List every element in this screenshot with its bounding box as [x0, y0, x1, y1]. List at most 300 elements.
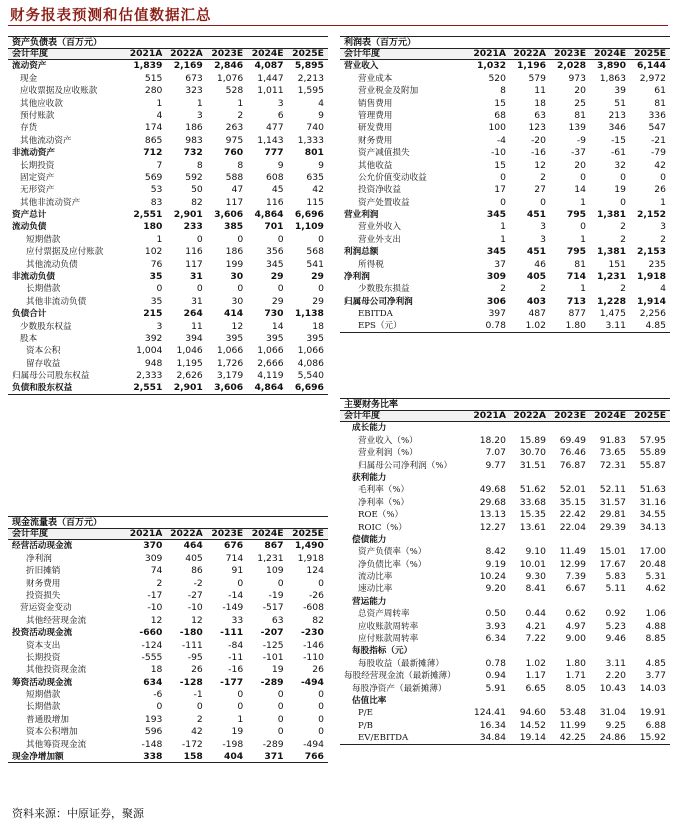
year-header: 2024E [594, 410, 626, 421]
row-value: 100 [488, 122, 506, 134]
row-value: 0 [277, 701, 284, 713]
row-label: 应收账款周转率 [358, 621, 419, 632]
row-value: 14 [271, 320, 284, 332]
row-value: 19.14 [519, 731, 546, 743]
row-value: 1 [580, 283, 586, 295]
row-value: 1,447 [257, 72, 284, 84]
row-value: 9.10 [525, 546, 546, 558]
row-value: 26 [312, 664, 324, 676]
row-value: 306 [486, 295, 506, 307]
row-value: -17 [147, 589, 163, 601]
table-row [8, 664, 328, 676]
year-header: 2025E [634, 410, 666, 421]
row-label: 净利润 [344, 272, 370, 283]
row-label: 每股收益（最新摊薄） [358, 658, 444, 669]
row-value: 31.04 [599, 707, 626, 719]
row-label: 成长能力 [352, 423, 387, 434]
title-divider [8, 25, 668, 26]
row-value: 2,169 [173, 60, 203, 72]
row-value: 115 [306, 196, 324, 208]
row-value: 0 [237, 701, 244, 713]
row-value: 15 [494, 159, 506, 171]
row-value: 464 [183, 540, 203, 552]
row-value: -494 [303, 738, 324, 750]
row-value: 9 [318, 109, 324, 121]
row-value: 76.87 [559, 459, 586, 471]
row-value: 76.46 [559, 447, 586, 459]
row-label: 营业外收入 [358, 222, 401, 233]
row-value: 568 [306, 246, 324, 258]
row-value: 20 [574, 85, 586, 97]
row-value: 10.43 [599, 682, 626, 694]
table-row [8, 221, 328, 233]
table-title: 主要财务比率 [340, 398, 670, 410]
row-label: 流动比率 [358, 572, 393, 583]
row-value: 1,381 [596, 246, 626, 258]
row-value: 1,490 [294, 540, 324, 552]
row-value: 1.06 [645, 608, 666, 620]
row-value: 13.13 [479, 509, 506, 521]
row-value: 6,144 [636, 60, 666, 72]
row-value: 81 [574, 258, 586, 270]
row-value: 8 [237, 159, 244, 171]
row-value: -84 [228, 639, 244, 651]
row-value: 123 [528, 122, 546, 134]
year-header: 2022A [513, 410, 546, 421]
row-value: 2,153 [636, 246, 666, 258]
row-value: -9 [576, 134, 586, 146]
row-value: 4 [318, 97, 324, 109]
year-header: 2025E [292, 528, 324, 539]
table-row [340, 571, 670, 583]
table-row [8, 565, 328, 577]
row-value: 117 [185, 258, 203, 270]
row-value: 61 [654, 85, 666, 97]
row-value: 55.87 [639, 459, 666, 471]
row-value: 42 [191, 726, 203, 738]
table-row [340, 246, 670, 258]
row-value: -16 [228, 664, 244, 676]
row-value: 35 [149, 271, 163, 283]
row-value: 1 [237, 97, 244, 109]
row-label: 营业外支出 [358, 234, 401, 245]
row-value: 52.11 [599, 484, 626, 496]
row-value: 0 [620, 196, 626, 208]
row-value: 3 [660, 221, 666, 233]
row-value: 0.78 [485, 657, 506, 669]
table-row [8, 652, 328, 664]
row-value: 0 [580, 221, 586, 233]
row-value: 263 [225, 122, 244, 134]
row-value: 139 [568, 122, 586, 134]
row-value: 345 [486, 246, 506, 258]
row-value: 19.91 [639, 707, 666, 719]
row-value: 0 [196, 283, 203, 295]
row-label: 其他非流动资产 [20, 197, 81, 208]
row-label: 归属母公司股东权益 [12, 371, 90, 382]
row-value: 4.21 [525, 620, 546, 632]
row-value: 15.89 [519, 434, 546, 446]
row-value: -27 [187, 589, 203, 601]
row-value: 37 [494, 258, 506, 270]
row-value: 588 [225, 171, 244, 183]
row-value: 405 [185, 552, 203, 564]
row-value: 29.39 [599, 521, 626, 533]
row-value: 0 [156, 283, 163, 295]
table-row [340, 122, 670, 134]
row-value: 948 [144, 357, 163, 369]
row-label: 非流动负债 [12, 272, 55, 283]
row-value: 7 [156, 159, 163, 171]
row-value: -15 [610, 134, 626, 146]
table-row [340, 596, 670, 608]
row-value: 16.34 [479, 719, 506, 731]
row-value: 116 [266, 196, 284, 208]
table-row [8, 321, 328, 333]
row-value: 30 [231, 295, 244, 307]
row-value: -111 [181, 639, 203, 651]
row-label: 无形资产 [20, 185, 55, 196]
row-value: 3.77 [645, 670, 666, 682]
row-value: 53.48 [559, 707, 586, 719]
table-row [8, 345, 328, 357]
row-label: 总资产周转率 [358, 609, 410, 620]
row-value: 1,914 [636, 295, 666, 307]
row-value: 740 [306, 122, 324, 134]
row-value: 35.15 [559, 496, 586, 508]
row-value: 0 [156, 701, 163, 713]
row-value: 1,143 [257, 134, 284, 146]
row-value: 0 [237, 689, 244, 701]
row-label: 获利能力 [352, 472, 387, 483]
row-value: 403 [526, 295, 546, 307]
row-value: 18 [312, 320, 324, 332]
row-value: 608 [266, 171, 284, 183]
header-label: 会计年度 [12, 529, 49, 539]
row-label: 现金净增加额 [12, 751, 64, 762]
row-value: 395 [266, 332, 284, 344]
row-value: 1,076 [216, 72, 244, 84]
row-label: 普通股增加 [26, 714, 69, 725]
row-value: 1,046 [176, 345, 203, 357]
row-value: 1,231 [257, 552, 284, 564]
row-value: 0 [237, 577, 244, 589]
row-label: 少数股东权益 [20, 321, 72, 332]
row-value: 49.68 [479, 484, 506, 496]
row-label: 其他筹资现金流 [26, 739, 87, 750]
table-row [8, 553, 328, 565]
row-label: 短期借款 [26, 690, 61, 701]
row-value: 31.57 [599, 496, 626, 508]
row-value: 0 [318, 689, 324, 701]
row-value: -148 [141, 738, 163, 750]
row-value: 397 [488, 308, 506, 320]
row-value: 8 [196, 159, 203, 171]
row-value: 635 [306, 171, 324, 183]
row-value: 264 [183, 308, 203, 320]
row-value: 2,551 [133, 382, 163, 394]
row-value: 6 [277, 109, 284, 121]
row-value: 676 [223, 540, 244, 552]
table-row [8, 122, 328, 134]
row-value: 795 [566, 246, 586, 258]
row-label: 营运能力 [352, 596, 387, 607]
row-value: 2,901 [173, 209, 203, 221]
table-row [8, 590, 328, 602]
table-row [8, 578, 328, 590]
row-value: -289 [262, 738, 284, 750]
row-value: 1 [156, 233, 163, 245]
row-value: -230 [300, 627, 324, 639]
table-row [340, 85, 670, 97]
row-value: 801 [304, 147, 324, 159]
row-value: 414 [223, 308, 244, 320]
row-value: 10.01 [519, 558, 546, 570]
row-value: 124.41 [473, 707, 506, 719]
row-value: -4 [496, 134, 506, 146]
table-title: 资产负债表（百万元） [8, 36, 328, 48]
row-label: 其他非流动负债 [26, 296, 87, 307]
row-label: 非流动资产 [12, 148, 55, 159]
row-label: 短期借款 [26, 234, 61, 245]
table-row [8, 160, 328, 172]
row-label: 投资活动现金流 [12, 628, 73, 639]
row-label: P/B [358, 720, 373, 731]
row-value: 5,895 [294, 60, 324, 72]
row-value: 5.11 [605, 583, 626, 595]
table-row [340, 732, 670, 744]
table-row [340, 633, 670, 645]
row-value: 520 [488, 72, 506, 84]
row-value: 2,256 [639, 308, 666, 320]
row-value: 280 [144, 85, 163, 97]
row-value: 1 [580, 233, 586, 245]
table-row [8, 283, 328, 295]
row-value: 346 [608, 122, 626, 134]
row-value: 579 [528, 72, 546, 84]
table-row [340, 110, 670, 122]
row-value: 35 [150, 295, 163, 307]
row-label: 归属母公司净利润（%） [358, 460, 453, 471]
table-row [8, 751, 328, 763]
row-value: 17.00 [639, 546, 666, 558]
row-value: 2 [620, 221, 626, 233]
year-header: 2023E [211, 48, 244, 59]
table-row [8, 147, 328, 159]
row-value: 345 [266, 258, 284, 270]
year-header: 2021A [473, 48, 506, 59]
row-value: 395 [225, 332, 244, 344]
row-label: 所得税 [358, 259, 384, 270]
row-value: 0 [500, 196, 506, 208]
row-value: 1,066 [297, 345, 324, 357]
row-value: 0 [277, 233, 284, 245]
row-value: 2 [540, 283, 546, 295]
row-label: 流动资产 [12, 61, 47, 72]
row-value: 2,213 [297, 72, 324, 84]
row-value: 1 [660, 196, 666, 208]
year-header: 2021A [129, 528, 163, 539]
row-value: 4,086 [297, 357, 324, 369]
row-value: 4,864 [254, 382, 284, 394]
table-row [8, 259, 328, 271]
row-value: 338 [143, 750, 163, 762]
row-value: 29 [271, 295, 284, 307]
row-value: 15.92 [639, 731, 666, 743]
row-label: 其他流动资产 [20, 135, 72, 146]
year-header: 2024E [251, 48, 284, 59]
row-value: -608 [303, 602, 324, 614]
row-value: 8.05 [565, 682, 586, 694]
table-row [8, 197, 328, 209]
row-value: -101 [262, 651, 284, 663]
row-value: 18.20 [479, 434, 506, 446]
row-value: 29.68 [479, 496, 506, 508]
row-value: 30.70 [519, 447, 546, 459]
year-header: 2024E [251, 528, 284, 539]
year-header: 2021A [129, 48, 163, 59]
row-value: -16 [530, 147, 546, 159]
table-row [340, 60, 670, 72]
table-row [8, 73, 328, 85]
row-value: 0 [620, 171, 626, 183]
row-label: 长期借款 [26, 702, 61, 713]
row-value: 10.24 [479, 571, 506, 583]
table-row [340, 234, 670, 246]
row-value: 9 [318, 159, 324, 171]
row-value: 1,109 [294, 221, 324, 233]
row-value: -20 [530, 134, 546, 146]
year-header: 2024E [594, 48, 626, 59]
row-value: 1,918 [636, 271, 666, 283]
row-value: 102 [144, 246, 163, 258]
table-row [8, 234, 328, 246]
row-value: 1 [500, 221, 506, 233]
row-value: -14 [228, 589, 244, 601]
row-value: 975 [225, 134, 244, 146]
year-header: 2022A [513, 48, 546, 59]
row-value: -555 [141, 651, 163, 663]
row-value: 9.46 [605, 633, 626, 645]
row-label: 少数股东损益 [358, 284, 410, 295]
row-value: 151 [608, 258, 626, 270]
row-label: 其他经营现金流 [26, 615, 87, 626]
row-value: -10 [187, 602, 203, 614]
row-value: 0 [277, 577, 284, 589]
row-label: P/E [358, 708, 373, 719]
row-value: 541 [306, 258, 324, 270]
row-value: 0 [237, 283, 244, 295]
row-value: -180 [179, 627, 203, 639]
row-value: 9.77 [485, 459, 506, 471]
row-value: 3,890 [596, 60, 626, 72]
table-row [8, 677, 328, 689]
row-value: 51.63 [639, 484, 666, 496]
row-value: 4.85 [645, 657, 666, 669]
row-value: 777 [264, 147, 284, 159]
table-row [340, 221, 670, 233]
row-value: 356 [266, 246, 284, 258]
row-value: 47 [231, 184, 244, 196]
row-value: 9.00 [565, 633, 586, 645]
table-row [8, 358, 328, 370]
row-value: 1,066 [216, 345, 244, 357]
row-value: 1 [500, 233, 506, 245]
table-row [8, 246, 328, 258]
row-value: 3.11 [605, 320, 626, 332]
row-value: 15 [494, 97, 506, 109]
row-value: 4.88 [645, 620, 666, 632]
row-value: 31 [191, 295, 203, 307]
table-row [8, 640, 328, 652]
row-value: 4 [660, 283, 666, 295]
row-value: 174 [144, 122, 163, 134]
row-value: 199 [225, 258, 244, 270]
row-label: 应收票据及应收账款 [20, 86, 98, 97]
row-value: 634 [143, 676, 163, 688]
row-value: 713 [566, 295, 586, 307]
row-value: 29 [311, 271, 324, 283]
row-value: 2 [237, 109, 244, 121]
row-value: 33 [231, 614, 244, 626]
row-label: 营业利润（%） [358, 448, 418, 459]
row-value: 9.25 [605, 719, 626, 731]
table-row [8, 726, 328, 738]
table-row [340, 670, 670, 682]
row-value: 15.01 [599, 546, 626, 558]
row-value: 13.61 [519, 521, 546, 533]
row-value: 477 [266, 122, 284, 134]
row-value: 1 [196, 97, 203, 109]
year-header: 2022A [170, 528, 203, 539]
row-value: 2.20 [605, 670, 626, 682]
row-label: 每股指标（元） [352, 646, 413, 657]
financial-ratios-table [340, 398, 670, 745]
row-label: 股本 [20, 333, 38, 344]
table-row [340, 184, 670, 196]
row-value: 0 [196, 701, 203, 713]
row-label: 管理费用 [358, 110, 393, 121]
row-value: 0 [237, 233, 244, 245]
row-value: 2 [540, 171, 546, 183]
row-value: 451 [526, 246, 546, 258]
row-value: -111 [220, 627, 244, 639]
row-value: 193 [144, 713, 163, 725]
table-row [8, 98, 328, 110]
row-value: 31 [189, 271, 203, 283]
row-value: 0 [318, 726, 324, 738]
table-row [340, 172, 670, 184]
row-value: 1,726 [216, 357, 244, 369]
balance-sheet-table [8, 36, 328, 395]
row-value: 2,333 [136, 370, 163, 382]
row-value: 7.07 [485, 447, 506, 459]
row-label: 每股净资产（最新摊薄） [352, 683, 447, 694]
table-row [8, 615, 328, 627]
row-value: 983 [185, 134, 203, 146]
row-value: 158 [183, 750, 203, 762]
row-label: EV/EBITDA [358, 732, 409, 743]
row-value: 52.01 [559, 484, 586, 496]
row-value: 2,626 [176, 370, 203, 382]
row-value: 1,231 [596, 271, 626, 283]
row-value: 3,606 [214, 209, 244, 221]
row-value: 4,087 [254, 60, 284, 72]
row-value: 0 [540, 196, 546, 208]
row-label: 研发费用 [358, 123, 393, 134]
row-value: -19 [268, 589, 284, 601]
row-label: 财务费用 [358, 135, 393, 146]
